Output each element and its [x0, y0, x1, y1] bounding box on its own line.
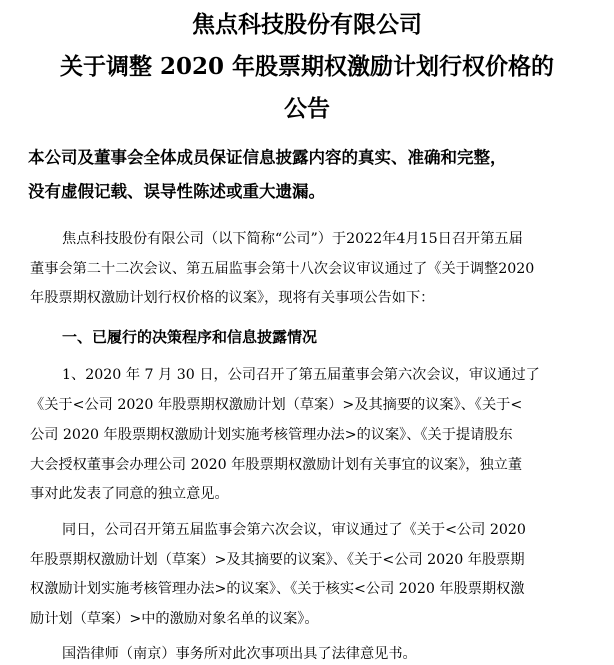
paragraph-line: 励计划（草案）>中的激励对象名单的议案》。: [30, 611, 319, 627]
section-heading: 一、已履行的决策程序和信息披露情况: [62, 328, 318, 346]
intro-line: 董事会第二十二次会议、第五届监事会第十八次会议审议通过了《关于调整2020: [30, 261, 535, 277]
paragraph-line: 同日，公司召开第五届监事会第六次会议，审议通过了《关于<公司 2020: [62, 522, 526, 538]
paragraph-line: 大会授权董事会办理公司 2020 年股票期权激励计划有关事宜的议案》，独立董: [30, 457, 523, 473]
paragraph-line: 权激励计划实施考核管理办法>的议案》、《关于核实<公司 2020 年股票期权激: [30, 581, 525, 597]
cutoff-line-container: [62, 643, 582, 662]
paragraph-line: 1、2020 年 7 月 30 日，公司召开了第五届董事会第六次会议，审议通过了: [62, 367, 540, 383]
announcement-title-end: 公告: [284, 95, 330, 122]
paragraph-line: 事对此发表了同意的独立意见。: [30, 486, 229, 502]
intro-line: 焦点科技股份有限公司（以下简称“公司”）于2022年4月15日召开第五届: [62, 231, 523, 247]
paragraph-line: 年股票期权激励计划（草案）>及其摘要的议案》、《关于<公司 2020 年股票期: [30, 552, 525, 568]
cutoff-line: 国浩律师（南京）事务所对此次事项出具了法律意见书。: [62, 646, 417, 662]
statement-line: 没有虚假记载、误导性陈述或重大遗漏。: [28, 182, 325, 201]
announcement-title: 关于调整 2020 年股票期权激励计划行权价格的: [59, 53, 555, 80]
intro-line: 年股票期权激励计划行权价格的议案》，现将有关事项公告如下：: [30, 290, 435, 306]
statement-line: 本公司及董事会全体成员保证信息披露内容的真实、准确和完整，: [28, 148, 507, 167]
company-name: 焦点科技股份有限公司: [192, 11, 422, 38]
paragraph-line: 公司 2020 年股票期权激励计划实施考核管理办法>的议案》、《关于提请股东: [30, 427, 513, 443]
paragraph-line: 《关于<公司 2020 年股票期权激励计划（草案）>及其摘要的议案》、《关于<: [30, 397, 523, 413]
